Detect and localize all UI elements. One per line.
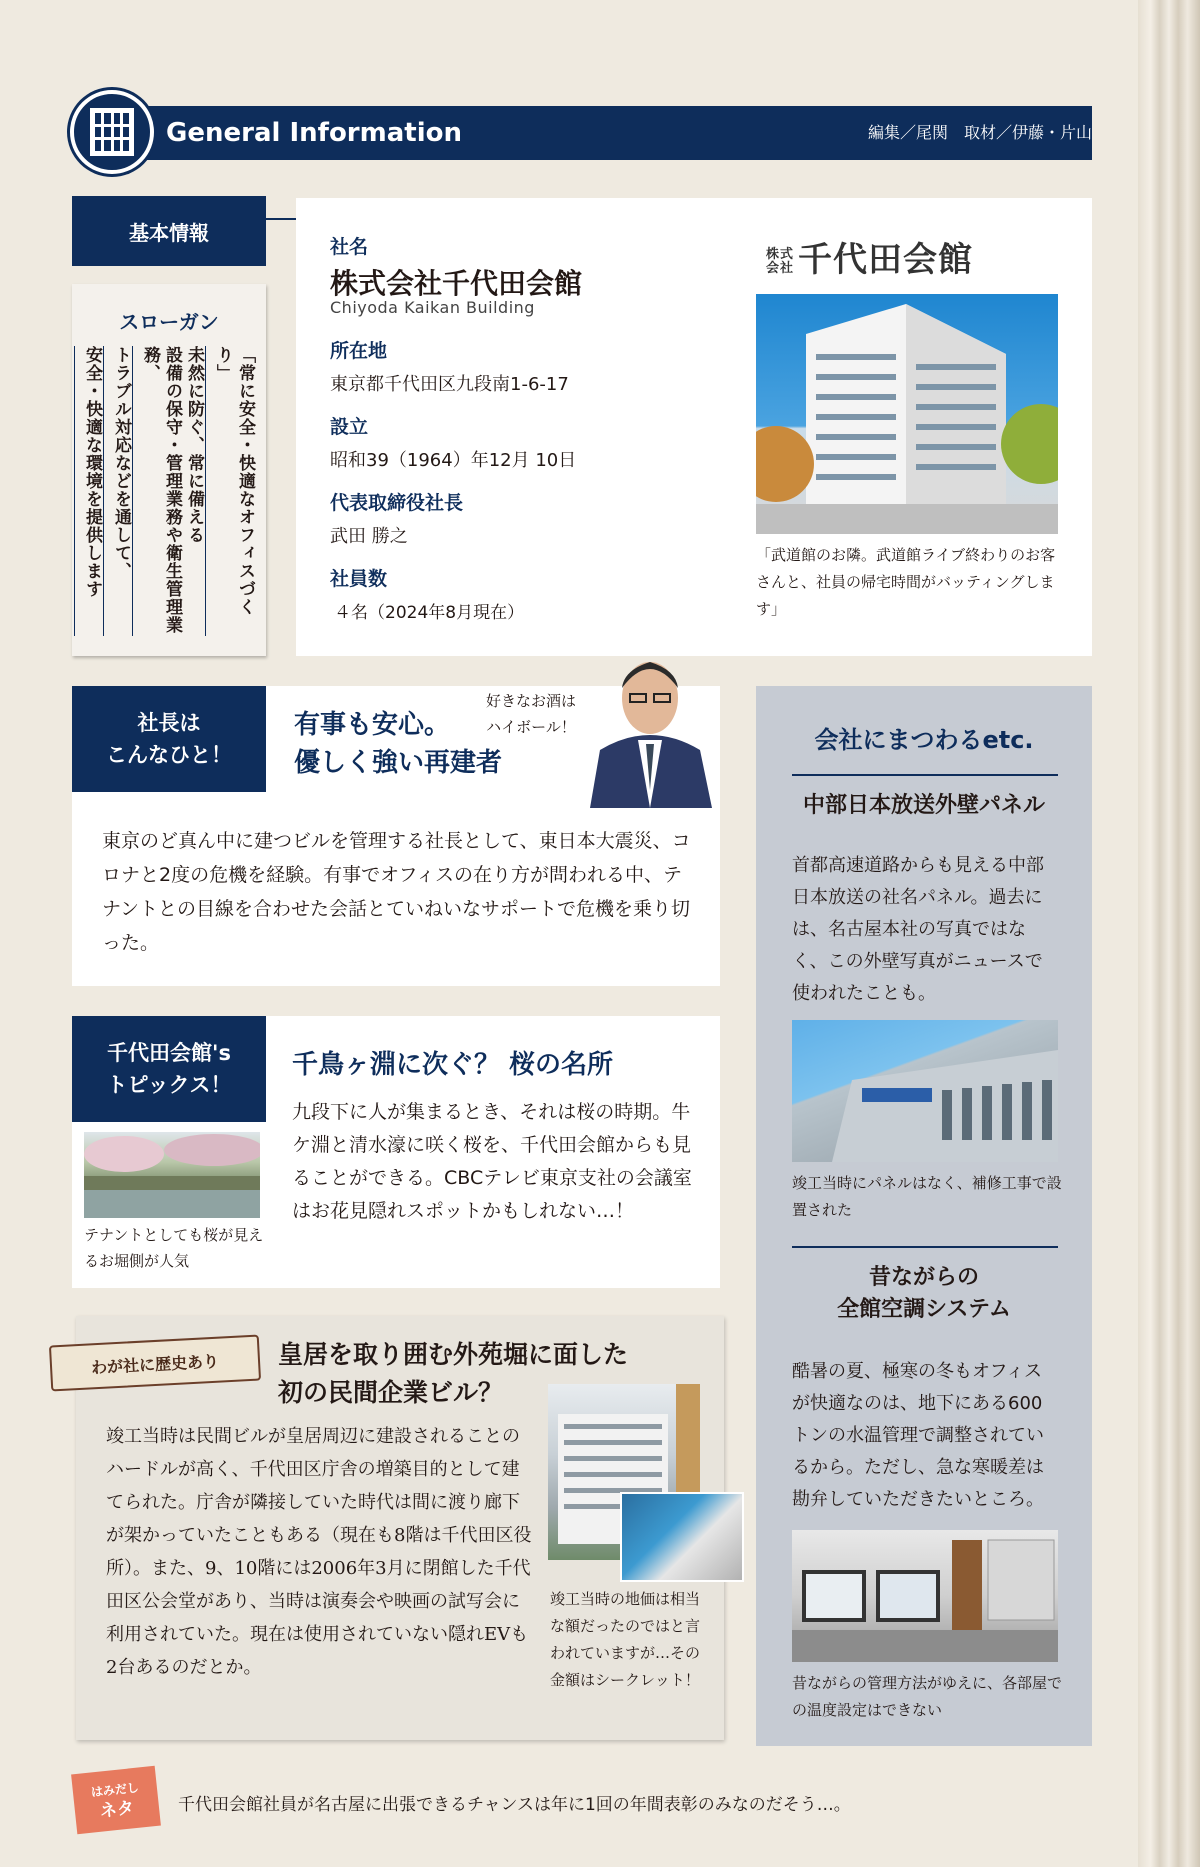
building-photo (756, 294, 1058, 534)
headline-line: 有事も安心。 (294, 710, 451, 740)
company-logo (766, 232, 973, 281)
slogan-line: 設備の保守・管理業務や衛生管理業務、 (132, 346, 183, 636)
title-line: 昔ながらの (868, 1265, 979, 1290)
footer-badge (71, 1766, 161, 1834)
building-icon (70, 90, 154, 174)
company-name: 株式会社千代田会館 (330, 267, 583, 300)
headline-line: 皇居を取り囲む外苑堀に面した (278, 1340, 629, 1369)
topics-headline: 千鳥ヶ淵に次ぐ？ 桜の名所 (292, 1050, 614, 1080)
history-ribbon: わが社に歴史あり (49, 1335, 261, 1392)
sidebar-item1-title: 中部日本放送外壁パネル (802, 793, 1045, 818)
topics-tag (72, 1016, 266, 1122)
building-photo-caption: 「武道館のお隣。武道館ライブ終わりのお客さんと、社員の帰宅時間がバッティングします」 (756, 546, 1056, 618)
sidebar-item2-body: 酷暑の夏、極寒の冬もオフィスが快適なのは、地下にある600トンの水温管理で調整されているから。ただし、急な寒暖差は勘弁していただきたいところ。 (792, 1361, 1044, 1510)
employees-label: 社員数 (330, 568, 388, 590)
logo-main: 千代田会館 (798, 240, 973, 280)
headline-line: 優しく強い再建者 (294, 748, 503, 778)
sidebar-item2-title (756, 1262, 1092, 1326)
sidebar-item1-body: 首都高速道路からも見える中部日本放送の社名パネル。過去には、名古屋本社の写真ではなく、この外壁写真がニュースで使われたことも。 (792, 855, 1044, 1004)
slogan-text (82, 346, 256, 636)
control-room-photo (792, 1530, 1058, 1662)
page-title: General Information (166, 118, 462, 148)
ceo-value: 武田 勝之 (330, 526, 408, 547)
company-label: 社名 (330, 236, 369, 258)
credit-line: 編集／尾関 取材／伊藤・片山 (867, 123, 1092, 142)
history-photo-caption: 竣工当時の地価は相当な額だったのではと言われていますが…その金額はシークレット！ (550, 1590, 701, 1689)
control-room-caption: 昔ながらの管理方法がゆえに、各部屋での温度設定はできない (792, 1674, 1063, 1719)
old-building-detail-photo (620, 1492, 744, 1582)
president-body: 東京のど真ん中に建つビルを管理する社長として、東日本大震災、コロナと2度の危機を経験。有事でオフィスの在り方が問われる中、テナントとの目線を合わせた会話とていねいなサポートで危機を乗り切った。 (102, 830, 691, 954)
founded-label: 設立 (330, 416, 369, 438)
divider (266, 218, 296, 220)
president-headline (294, 706, 502, 782)
basic-info-tag: 基本情報 (72, 196, 266, 266)
logo-prefix: 株式会社 (766, 246, 795, 276)
tag-line: トピックス！ (106, 1073, 232, 1097)
employees-value: ４名（2024年8月現在） (334, 603, 525, 623)
moat-photo-caption: テナントとしても桜が見えるお堀側が人気 (84, 1226, 264, 1270)
moat-photo (84, 1132, 260, 1218)
address-value: 東京都千代田区九段南1-6-17 (330, 374, 569, 395)
slogan-line: 「常に安全・快適なオフィスづくり」 (205, 346, 256, 636)
topics-body: 九段下に人が集まるとき、それは桜の時期。牛ケ淵と清水濠に咲く桜を、千代田会館からも見ることができる。CBCテレビ東京支社の会議室はお花見隠れスポットかもしれない…！ (292, 1101, 692, 1222)
company-name-en: Chiyoda Kaikan Building (330, 298, 535, 317)
tag-line: 千代田会館's (107, 1041, 231, 1065)
slogan-line: 未然に防ぐ、常に備える (184, 346, 204, 544)
sidebar-title: 会社にまつわるetc. (814, 726, 1034, 754)
slogan-title: スローガン (119, 310, 219, 334)
tag-line: こんなひと！ (106, 743, 232, 767)
panel-photo (792, 1020, 1058, 1162)
panel-photo-caption: 竣工当時にパネルはなく、補修工事で設置された (792, 1174, 1062, 1219)
footer-note: 千代田会館社員が名古屋に出張できるチャンスは年に1回の年間表彰のみなのだそう…。 (178, 1795, 851, 1815)
ceo-label: 代表取締役社長 (330, 492, 464, 514)
badge-small: はみだし (90, 1780, 140, 1800)
badge-main: ネタ (99, 1798, 135, 1822)
divider (792, 1246, 1058, 1248)
founded-value: 昭和39（1964）年12月 10日 (330, 450, 577, 471)
divider (792, 774, 1058, 776)
slogan-line: トラブル対応などを通して、 (103, 346, 132, 636)
headline-line: 初の民間企業ビル？ (278, 1378, 504, 1407)
tag-line: 社長は (137, 711, 201, 735)
president-quote (486, 688, 576, 740)
page-edge (1138, 0, 1200, 1867)
president-tag (72, 686, 266, 792)
president-photo (580, 640, 720, 808)
quote-line: 好きなお酒は (486, 692, 577, 710)
history-body: 竣工当時は民間ビルが皇居周辺に建設されることのハードルが高く、千代田区庁舎の増築目的として建てられた。庁舎が隣接していた時代は間に渡り廊下が架かっていたこともある（現在も8階は千代田区役所）。また、9、10階には2006年3月に閉館した千代田区公会堂があり、当時は演奏会や映画の試写会に利用されていた。現在は使用されていない隠れEVも2台あるのだとか。 (106, 1426, 532, 1678)
title-line: 全館空調システム (837, 1297, 1011, 1322)
slogan-line: 安全・快適な環境を提供します (74, 346, 103, 636)
quote-line: ハイボール！ (486, 718, 576, 736)
address-label: 所在地 (330, 340, 388, 362)
